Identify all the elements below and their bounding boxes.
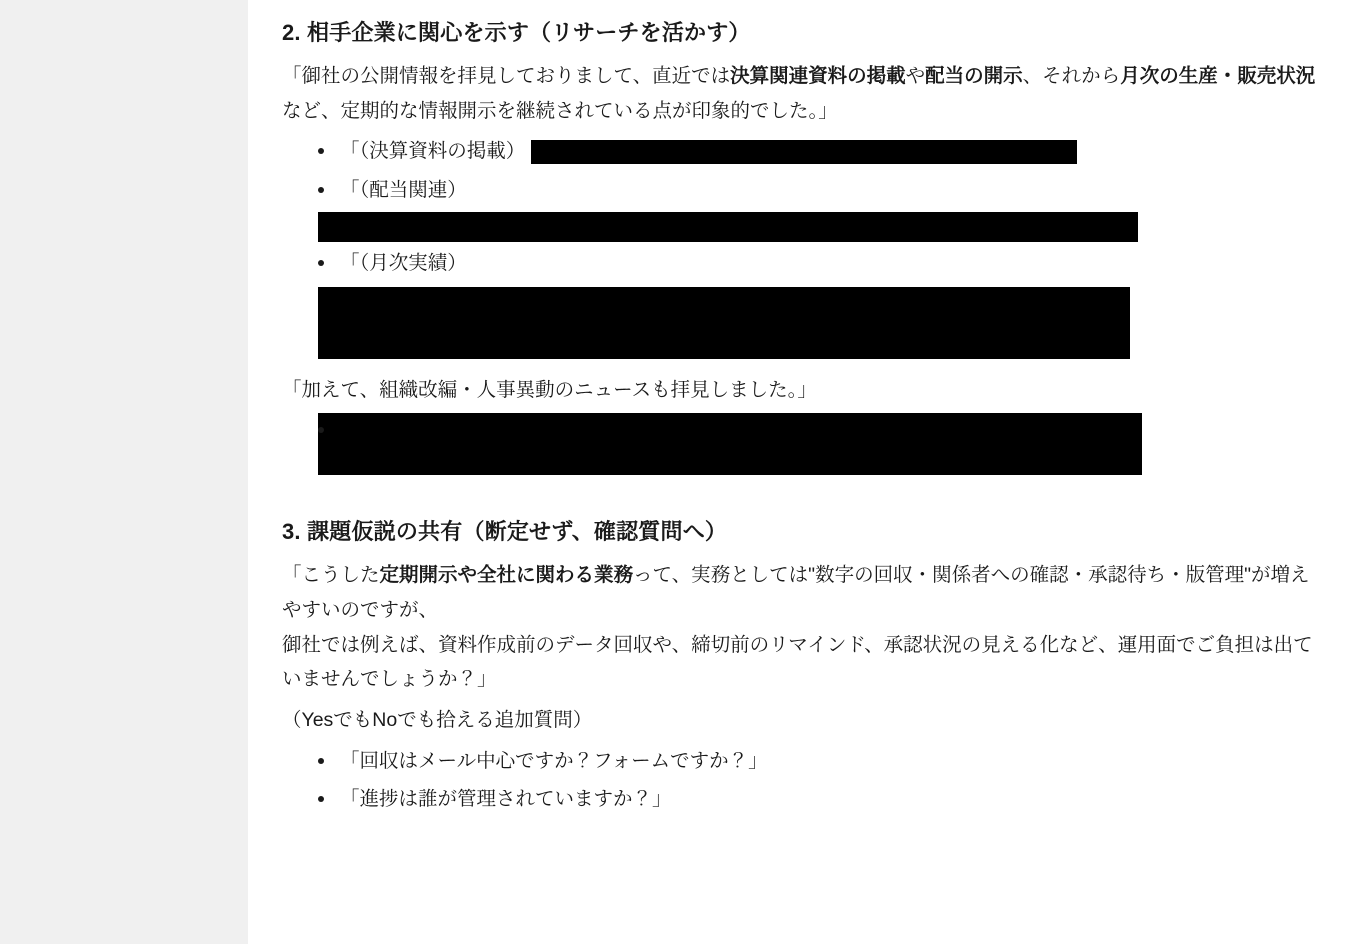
list-item bbox=[340, 173, 1326, 242]
section-2-bullet-list bbox=[282, 134, 1326, 358]
list-item bbox=[340, 744, 1326, 779]
para-text-g: など、定期的な情報開示を継続されている点が印象的でした。」 bbox=[282, 99, 838, 122]
document-sheet bbox=[248, 0, 1360, 944]
para-text-e: 、それから bbox=[1022, 65, 1121, 87]
section-2-closing-paragraph: 「加えて、組織改編・人事異動のニュースも拝見しました。」 bbox=[282, 378, 817, 401]
para-text-f-bold: 月次の生産・販売状況 bbox=[1120, 65, 1316, 87]
para3-text-d: 御社では例えば、資料作成前のデータ回収や、締切前のリマインド、承認状況の見える化など、運用面でご負担は出ていませんでしょうか？」 bbox=[282, 633, 1313, 691]
para-text-d-bold: 配当の開示 bbox=[925, 65, 1023, 87]
section-3-bullet-list bbox=[282, 744, 1326, 817]
list-item-label: 「（配当関連） bbox=[340, 179, 467, 202]
section-2-paragraph bbox=[282, 59, 1326, 128]
section-2-closing-bullet-list bbox=[282, 413, 1326, 475]
para3-text-b-bold: 定期開示や全社に関わる業務 bbox=[379, 564, 634, 587]
list-item-label: 「進捗は誰が管理されていますか？」 bbox=[340, 788, 672, 811]
para3-text-a: 「こうした bbox=[282, 564, 380, 587]
para-text-b-bold: 決算関連資料の掲載 bbox=[730, 65, 906, 87]
section-3-paragraph bbox=[282, 558, 1326, 697]
redaction-bar bbox=[318, 287, 1130, 359]
section-heading-3: 3. 課題仮説の共有（断定せず、確認質問へ） bbox=[282, 519, 728, 545]
para-text-c: や bbox=[905, 65, 926, 87]
list-item-label: 「（月次実績） bbox=[340, 251, 467, 274]
redaction-bar bbox=[318, 413, 1142, 475]
list-item bbox=[340, 413, 1326, 475]
list-item bbox=[340, 134, 1326, 169]
section-spacer bbox=[282, 483, 1326, 499]
para-text-a: 「御社の公開情報を拝見しておりまして、直近では bbox=[282, 65, 731, 87]
para3-text-c: って、実務としては"数字の回収・関係者への確認・承認待ち・版管理"が増えやすいのですが、 bbox=[282, 564, 1310, 621]
section-3-note: （YesでもNoでも拾える追加質問） bbox=[282, 709, 593, 732]
list-item bbox=[340, 246, 1326, 359]
section-heading-2: 2. 相手企業に関心を示す（リサーチを活かす） bbox=[282, 20, 751, 45]
list-item-label: 「（決算資料の掲載） bbox=[340, 140, 526, 163]
list-item-label: 「回収はメール中心ですか？フォームですか？」 bbox=[340, 749, 768, 772]
redaction-bar bbox=[531, 140, 1077, 164]
redaction-bar bbox=[318, 212, 1138, 242]
list-item bbox=[340, 782, 1326, 817]
document-body bbox=[282, 0, 1326, 817]
